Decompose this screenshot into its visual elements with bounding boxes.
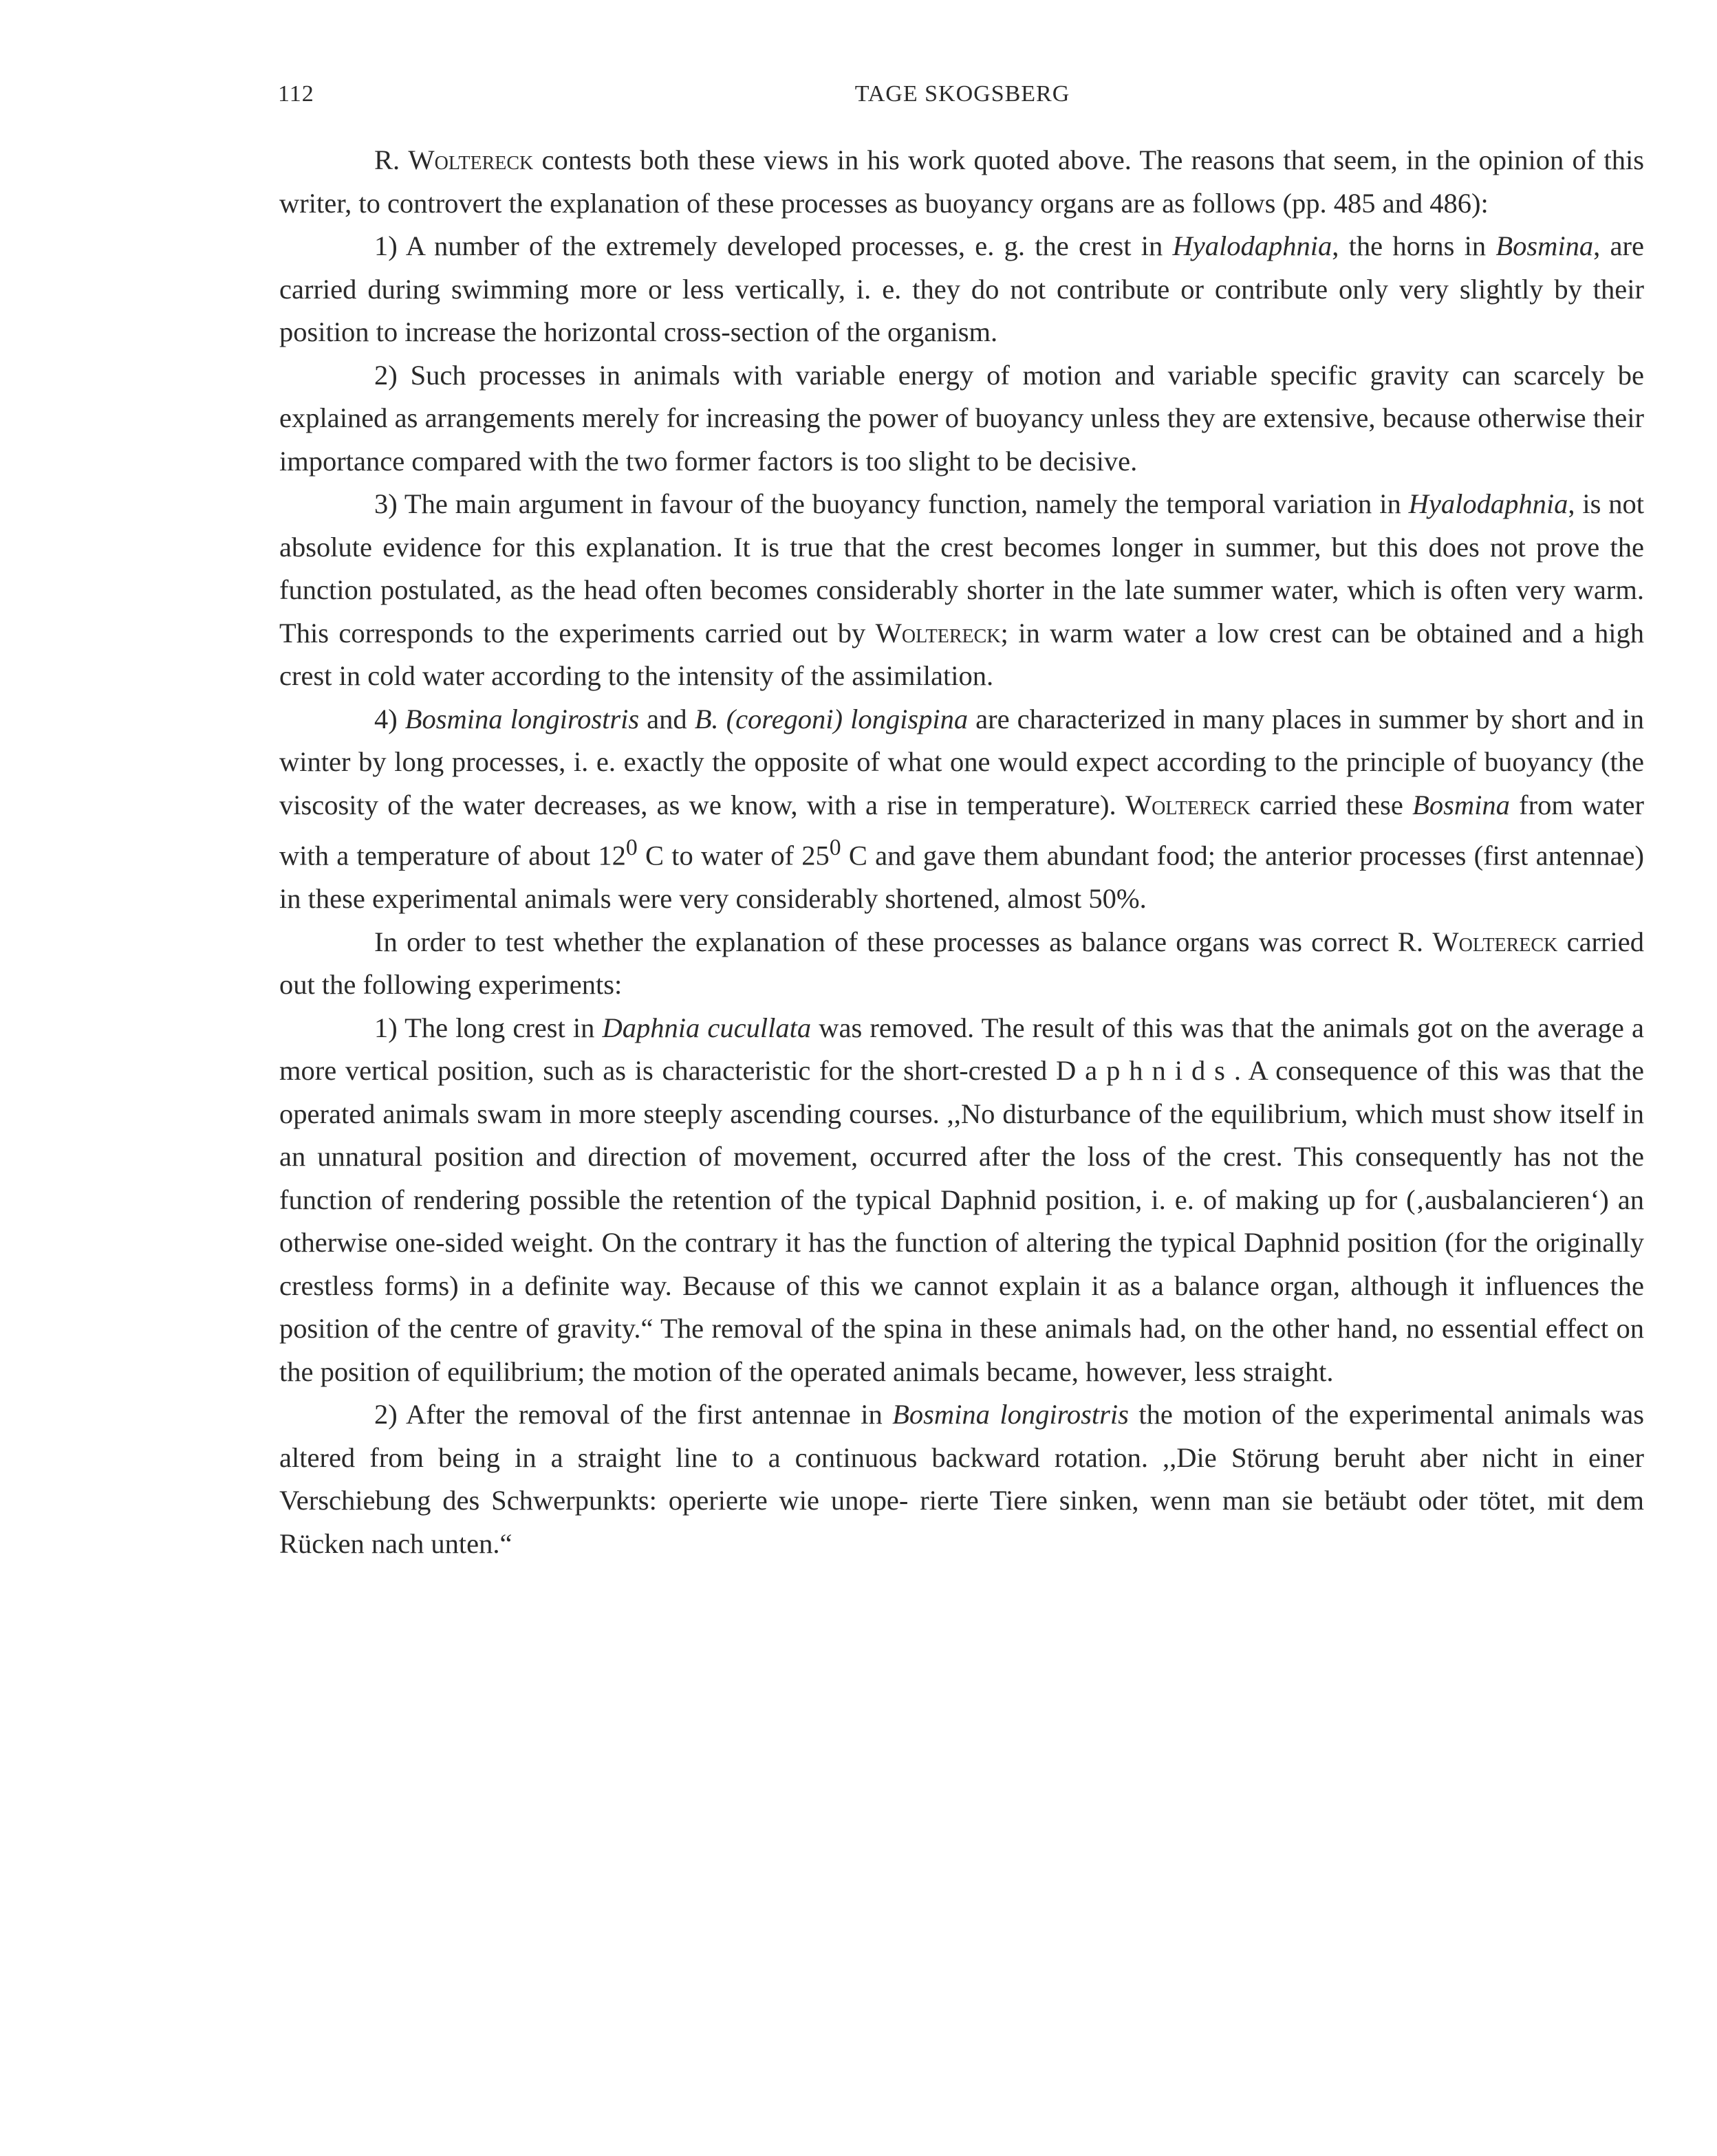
paragraph-7 [279,1007,1644,1394]
degree-sign: 0 [625,835,638,860]
text-span: , is not absolute evidence for this explanation. It is true that the crest becomes longer in summer, but this does not prove the function postulated, as the head often becomes considerably shorter in the late summer water, which is often very warm. This corresponds to the experiments carried out by [279,488,1645,649]
paragraph-5 [279,698,1644,921]
paragraph-2 [279,225,1644,354]
text-span: from water with a temperature of about 12 [279,789,1644,871]
text-span: contests both these views in his work quoted above. The reasons that seem, in the opinion of this writer, to controvert the explanation of these processes as buoyancy organs are as follows (pp. 485 and 486): [279,144,1644,219]
paragraph-6 [279,921,1644,1007]
spaced-term: Daphnids [1055,1055,1234,1086]
paragraph-1 [279,139,1644,225]
taxon-name: Hyalodaphnia [1172,230,1332,261]
taxon-name: Bosmina longirostris [404,703,640,734]
paragraph-8 [279,1393,1644,1565]
text-span: are characterized in many places in summer by short and in winter by long processes, i. e. exactly the opposite of what one would expect according to the principle of buoyancy (the viscosity of the water decreases, as we know, with a rise in temperature). [279,703,1644,820]
text-span: . A consequence of this was that the operated animals swam in more steeply ascending courses. ,,No disturbance of the equilibrium, which must show itself in an unnatural position and direction of movement, occurred after the loss of the crest. This consequently has not the function of rendering possible the retention of the typical Daphnid position, i. e. of making up for (‚ausbalancieren‘) an otherwise one-sided weight. On the contrary it has the function of altering the typical Daphnid position (for the originally crestless forms) in a definite way. Because of this we cannot explain it as a balance organ, although it influences the position of the centre of gravity.“ The removal of the spina in these animals had, on the other hand, no essential effect on the position of equilibrium; the motion of the operated animals became, however, less straight. [279,1055,1644,1387]
page-number: 112 [278,81,314,107]
author-name: Woltereck [1432,926,1558,957]
text-span: the motion of the experimental animals was altered from being in a straight line to a continuous backward rotation. ,,Die Störung beruht aber nicht in einer Verschiebung des Schwerpunkts: operierte wie unope- rierte Tiere sinken, wenn man sie betäubt oder tötet, mit dem Rücken nach unten.“ [279,1399,1644,1559]
taxon-name: Bosmina [1412,789,1510,820]
text-span: was removed. The result of this was that the animals got on the average a more vertical position, such as is characteristic for the short-crested [279,1012,1644,1086]
text-span: In order to test whether the explanation of these processes as balance organs was correct R. [374,926,1433,957]
text-span: carried these [1250,789,1413,820]
text-span: C to water of 25 [637,840,830,871]
text-span: . [1139,883,1147,914]
text-span: 2) Such processes in animals with variable energy of motion and variable specific gravity can scarcely be explained as arrangements merely for increasing the power of buoyancy unless they are extensive, because otherwise their importance compared with the two former factors is too slight to be decisive. [279,359,1644,477]
page-header [278,81,1647,122]
text-span: 1) A number of the extremely developed processes, e. g. the crest in [374,230,1173,261]
running-title: TAGE SKOGSBERG [854,81,1070,107]
author-name: Woltereck [875,617,1001,649]
text-span: C and gave them abundant food; the anterior processes (first antennae) in these experimental animals were very considerably shortened, almost 50 [279,840,1644,914]
text-span: 2) After the removal of the first antennae in [374,1399,893,1430]
paragraph-4 [279,483,1644,698]
taxon-name: B. (coregoni) longispina [694,703,969,734]
taxon-name: Daphnia cucullata [602,1012,812,1043]
text-span: 4) [374,703,405,734]
degree-sign: 0 [829,835,841,860]
paragraph-3 [279,354,1644,483]
text-span: ; in warm water a low crest can be obtained and a high crest in cold water according to the intensity of the assimilation. [279,617,1644,691]
percent-sign: % [1116,883,1140,914]
text-span: R. [374,144,409,175]
taxon-name: Bosmina longirostris [892,1399,1129,1430]
author-name: Woltereck [408,144,534,175]
body-text [279,139,1644,1565]
text-span: , are carried during swimming more or less vertically, i. e. they do not contribute or contribute only very slightly by their position to increase the horizontal cross-section of the organism. [279,230,1644,347]
taxon-name: Bosmina [1495,230,1594,261]
text-span: , the horns in [1332,230,1496,261]
taxon-name: Hyalodaphnia [1408,488,1568,519]
text-span: 3) The main argument in favour of the buoyancy function, namely the temporal variation in [374,488,1409,519]
text-span: and [639,703,695,734]
text-span: carried out the following experiments: [279,926,1644,1000]
text-span: 1) The long crest in [374,1012,603,1043]
author-name: Woltereck [1125,789,1251,820]
